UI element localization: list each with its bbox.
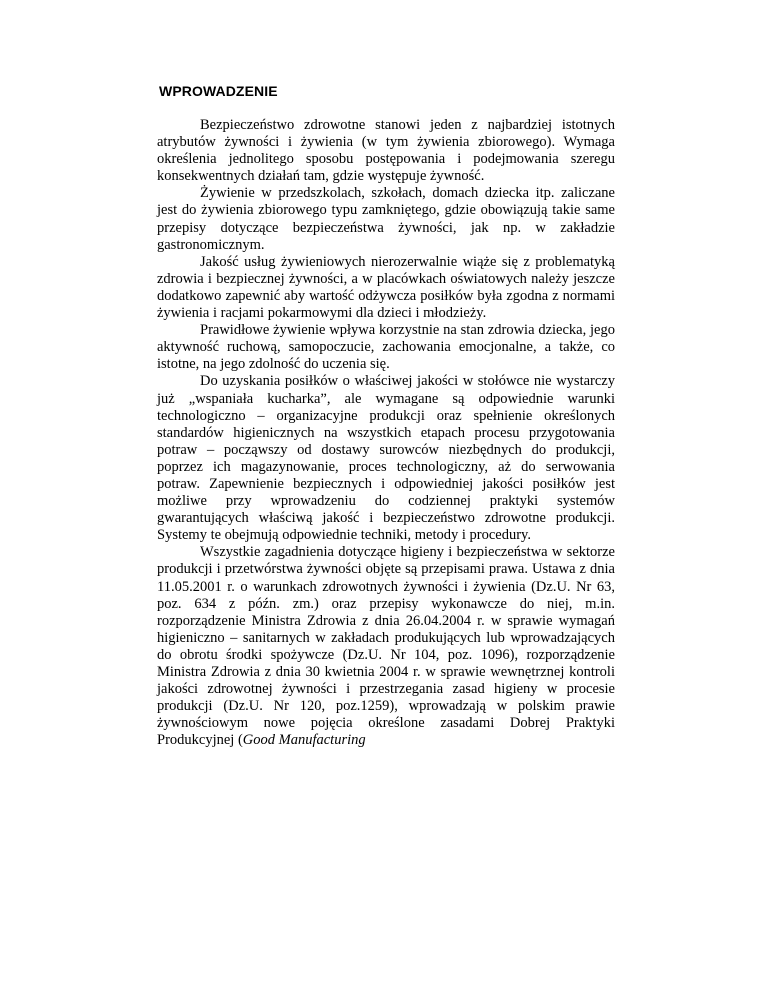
section-heading: WPROWADZENIE — [159, 83, 278, 99]
body-text — [157, 117, 615, 749]
paragraph-last — [157, 544, 615, 749]
paragraph: Prawidłowe żywienie wpływa korzystnie na stan zdrowia dziecka, jego aktywność ruchową, samopoczucie, zachowania emocjonalne, a także, co istotne, na jego zdolność do uczenia się. — [157, 322, 615, 373]
paragraph: Żywienie w przedszkolach, szkołach, domach dziecka itp. zaliczane jest do żywienia zbiorowego typu zamkniętego, gdzie obowiązują takie same przepisy dotyczące bezpieczeństwa żywności, jak np. w zakładzie gastronomicznym. — [157, 185, 615, 253]
paragraph: Jakość usług żywieniowych nierozerwalnie wiąże się z problematyką zdrowia i bezpiecznej żywności, a w placówkach oświatowych należy jeszcze dodatkowo zapewnić aby wartość odżywcza posiłków była zgodna z normami żywienia i racjami pokarmowymi dla dzieci i młodzieży. — [157, 253, 615, 322]
paragraph: Bezpieczeństwo zdrowotne stanowi jeden z najbardziej istotnych atrybutów żywności i żywienia (w tym żywienia zbiorowego). Wymaga określenia jednolitego sposobu postępowania i podejmowania szeregu konsekwentnych działań tam, gdzie występuje żywność. — [157, 117, 615, 185]
paragraph: Do uzyskania posiłków o właściwej jakości w stołówce nie wystarczy już „wspaniała kucharka”, ale wymagane są odpowiednie warunki technologiczno – organizacyjne produkcji oraz spełnienie określonych standardów higienicznych na wszystkich etapach procesu przygotowania potraw – począwszy od dostawy surowców niezbędnych do produkcji, poprzez ich magazynowanie, proces technologiczny, aż do serwowania potraw. Zapewnienie bezpiecznych i odpowiedniej jakości posiłków jest możliwe przy wprowadzeniu do codziennej praktyki systemów gwarantujących właściwą jakość i bezpieczeństwo zdrowotne produkcji. Systemy te obejmują odpowiednie techniki, metody i procedury. — [157, 373, 615, 544]
italic-term: Good Manufacturing — [242, 732, 366, 749]
paragraph-text: Wszystkie zagadnienia dotyczące higieny i bezpieczeństwa w sektorze produkcji i przetwórstwa żywności objęte są przepisami prawa. Ustawa z dnia 11.05.2001 r. o warunkach zdrowotnych żywności i żywienia (Dz.U. Nr 63, poz. 634 z późn. zm.) oraz przepisy wykonawcze do niej, m.in. rozporządzenie Ministra Zdrowia z dnia 26.04.2004 r. w sprawie wymagań higieniczno – sanitarnych w zakładach produkujących lub wprowadzających do obrotu środki spożywcze (Dz.U. Nr 104, poz. 1096), rozporządzenie Ministra Zdrowia z dnia 30 kwietnia 2004 r. w sprawie wewnętrznej kontroli jakości zdrowotnej żywności i przestrzegania zasad higieny w procesie produkcji (Dz.U. Nr 120, poz.1259), wprowadzają w polskim prawie żywnościowym nowe pojęcia określone zasadami Dobrej Praktyki Produkcyjnej ( — [157, 544, 615, 749]
